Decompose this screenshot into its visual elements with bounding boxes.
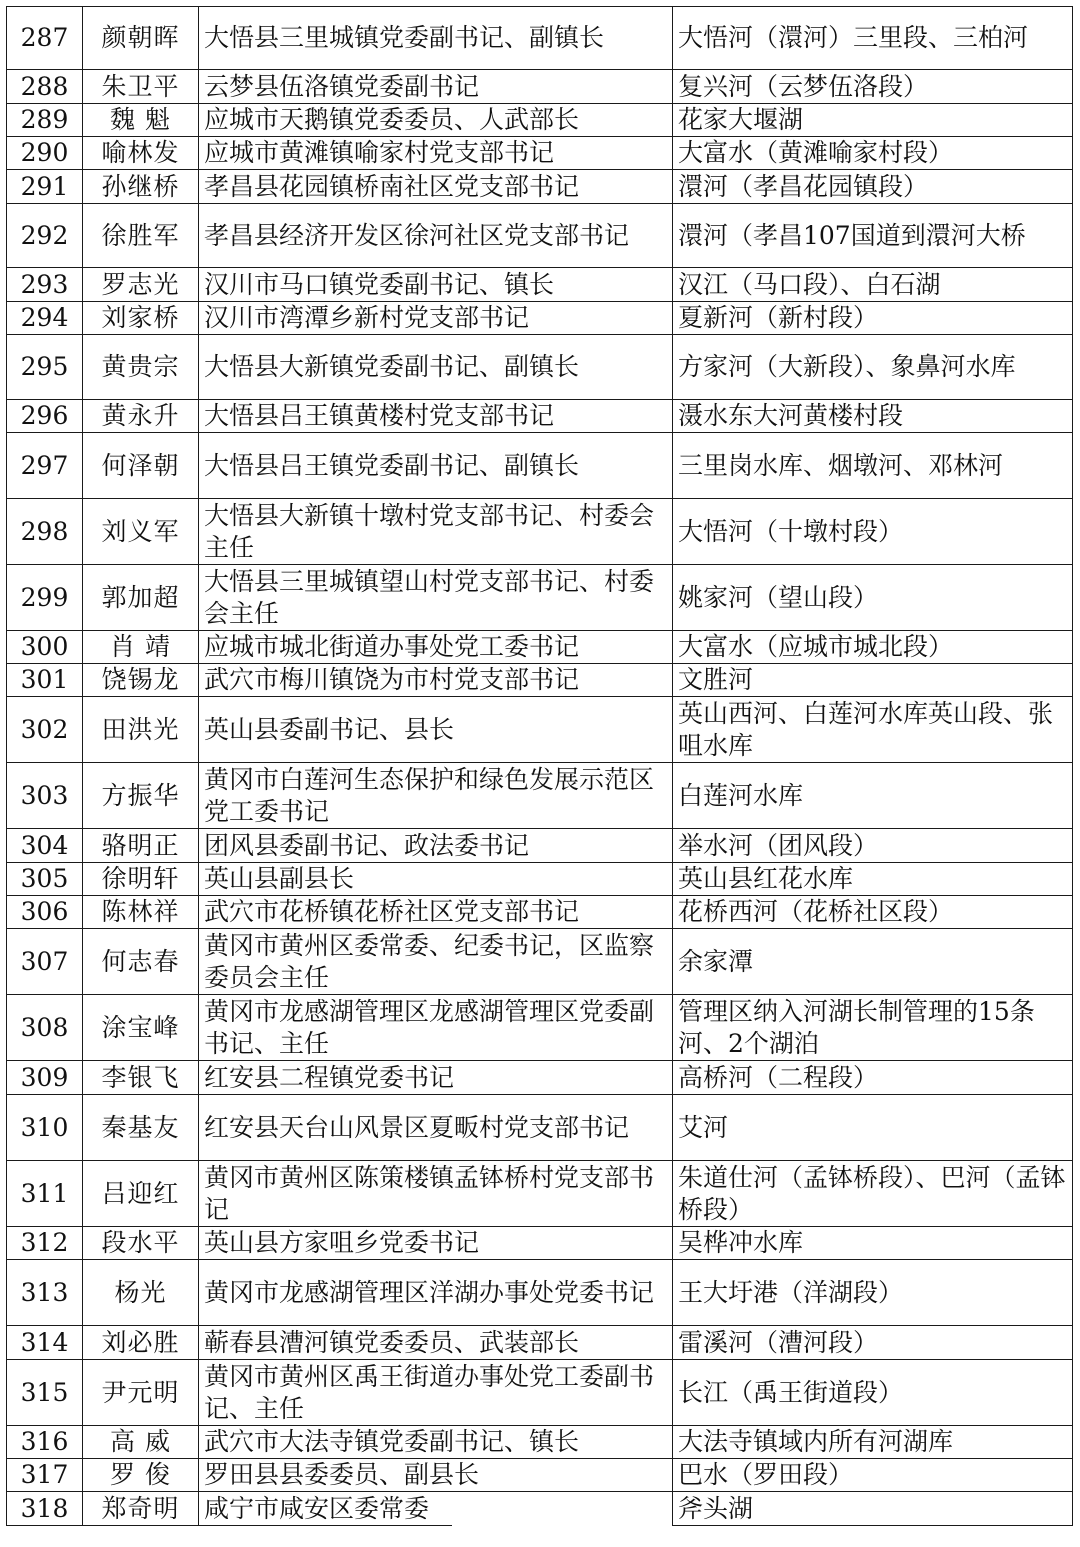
river-cell: 汉江（马口段）、白石湖: [673, 268, 1073, 302]
river-cell: 夏新河（新村段）: [673, 302, 1073, 335]
table-row: [7, 1326, 1073, 1360]
river-cell: 花家大堰湖: [673, 104, 1073, 137]
name-cell: 高 威: [83, 1426, 199, 1459]
name-cell: 段水平: [83, 1227, 199, 1260]
position-cell: 咸宁市咸安区委常委: [199, 1492, 673, 1526]
river-cell: 王大圩港（洋湖段）: [673, 1260, 1073, 1326]
row-number-cell: 311: [7, 1161, 83, 1227]
position-cell: 武穴市大法寺镇党委副书记、镇长: [199, 1426, 673, 1459]
position-cell: 汉川市马口镇党委副书记、镇长: [199, 268, 673, 302]
river-cell: 管理区纳入河湖长制管理的15条河、2个湖泊: [673, 995, 1073, 1061]
name-cell: 李银飞: [83, 1061, 199, 1095]
name-cell: 涂宝峰: [83, 995, 199, 1061]
table-row: [7, 7, 1073, 70]
name-cell: 黄贵宗: [83, 335, 199, 400]
table-row: [7, 631, 1073, 664]
river-cell: 朱道仕河（孟钵桥段）、巴河（孟钵桥段）: [673, 1161, 1073, 1227]
river-cell: 艾河: [673, 1095, 1073, 1161]
name-cell: 郭加超: [83, 565, 199, 631]
row-number-cell: 299: [7, 565, 83, 631]
river-cell: 英山县红花水库: [673, 863, 1073, 896]
row-number-cell: 306: [7, 896, 83, 929]
river-cell: 三里岗水库、烟墩河、邓林河: [673, 433, 1073, 499]
river-cell: 大富水（黄滩喻家村段）: [673, 137, 1073, 170]
river-cell: 大法寺镇域内所有河湖库: [673, 1426, 1073, 1459]
position-cell: 应城市天鹅镇党委委员、人武部长: [199, 104, 673, 137]
row-number-cell: 303: [7, 763, 83, 829]
position-cell: 大悟县大新镇党委副书记、副镇长: [199, 335, 673, 400]
position-cell: 应城市城北街道办事处党工委书记: [199, 631, 673, 664]
table-row: [7, 268, 1073, 302]
name-cell: 田洪光: [83, 697, 199, 763]
row-number-cell: 287: [7, 7, 83, 70]
name-cell: 何志春: [83, 929, 199, 995]
position-cell: 黄冈市龙感湖管理区洋湖办事处党委书记: [199, 1260, 673, 1326]
name-cell: 何泽朝: [83, 433, 199, 499]
river-cell: 大悟河（澴河）三里段、三柏河: [673, 7, 1073, 70]
position-cell: 英山县副县长: [199, 863, 673, 896]
table-row: [7, 433, 1073, 499]
table-row: [7, 1459, 1073, 1492]
table-row: [7, 335, 1073, 400]
name-cell: 陈林祥: [83, 896, 199, 929]
river-cell: 举水河（团风段）: [673, 829, 1073, 863]
position-cell: 大悟县吕王镇党委副书记、副镇长: [199, 433, 673, 499]
table-row: [7, 829, 1073, 863]
river-cell: 长江（禹王街道段）: [673, 1360, 1073, 1426]
position-cell: 黄冈市白莲河生态保护和绿色发展示范区党工委书记: [199, 763, 673, 829]
name-cell: 杨光: [83, 1260, 199, 1326]
name-cell: 刘家桥: [83, 302, 199, 335]
name-cell: 吕迎红: [83, 1161, 199, 1227]
row-number-cell: 292: [7, 204, 83, 268]
position-cell: 罗田县县委委员、副县长: [199, 1459, 673, 1492]
row-number-cell: 318: [7, 1492, 83, 1526]
table-row: [7, 664, 1073, 697]
name-cell: 骆明正: [83, 829, 199, 863]
row-number-cell: 298: [7, 499, 83, 565]
row-number-cell: 308: [7, 995, 83, 1061]
position-cell: 蕲春县漕河镇党委委员、武装部长: [199, 1326, 673, 1360]
name-cell: 魏 魁: [83, 104, 199, 137]
table-row: [7, 565, 1073, 631]
row-number-cell: 294: [7, 302, 83, 335]
name-cell: 肖 靖: [83, 631, 199, 664]
row-number-cell: 304: [7, 829, 83, 863]
position-cell: 团风县委副书记、政法委书记: [199, 829, 673, 863]
name-cell: 方振华: [83, 763, 199, 829]
position-cell: 红安县天台山风景区夏畈村党支部书记: [199, 1095, 673, 1161]
river-cell: 复兴河（云梦伍洛段）: [673, 70, 1073, 104]
row-number-cell: 310: [7, 1095, 83, 1161]
table-row: [7, 1260, 1073, 1326]
position-cell: 武穴市梅川镇饶为市村党支部书记: [199, 664, 673, 697]
row-number-cell: 295: [7, 335, 83, 400]
river-cell: 花桥西河（花桥社区段）: [673, 896, 1073, 929]
river-cell: 大富水（应城市城北段）: [673, 631, 1073, 664]
row-number-cell: 302: [7, 697, 83, 763]
river-cell: 斧头湖: [673, 1492, 1073, 1526]
position-cell: 汉川市湾潭乡新村党支部书记: [199, 302, 673, 335]
river-cell: 雷溪河（漕河段）: [673, 1326, 1073, 1360]
table-row: [7, 204, 1073, 268]
row-number-cell: 293: [7, 268, 83, 302]
table-row: [7, 137, 1073, 170]
name-cell: 刘必胜: [83, 1326, 199, 1360]
row-number-cell: 307: [7, 929, 83, 995]
table-row: [7, 400, 1073, 433]
row-number-cell: 296: [7, 400, 83, 433]
river-cell: 吴桦冲水库: [673, 1227, 1073, 1260]
position-cell: 孝昌县花园镇桥南社区党支部书记: [199, 170, 673, 204]
position-cell: 大悟县大新镇十墩村党支部书记、村委会主任: [199, 499, 673, 565]
row-number-cell: 316: [7, 1426, 83, 1459]
row-number-cell: 313: [7, 1260, 83, 1326]
row-number-cell: 309: [7, 1061, 83, 1095]
table-row: [7, 170, 1073, 204]
position-cell: 大悟县三里城镇望山村党支部书记、村委会主任: [199, 565, 673, 631]
row-number-cell: 291: [7, 170, 83, 204]
name-cell: 刘义军: [83, 499, 199, 565]
row-number-cell: 301: [7, 664, 83, 697]
name-cell: 秦基友: [83, 1095, 199, 1161]
name-cell: 黄永升: [83, 400, 199, 433]
table-row: [7, 929, 1073, 995]
row-number-cell: 290: [7, 137, 83, 170]
row-number-cell: 297: [7, 433, 83, 499]
table-row: [7, 70, 1073, 104]
row-number-cell: 317: [7, 1459, 83, 1492]
name-cell: 郑奇明: [83, 1492, 199, 1526]
position-cell: 黄冈市龙感湖管理区龙感湖管理区党委副书记、主任: [199, 995, 673, 1061]
table-row: [7, 763, 1073, 829]
table-row: [7, 1360, 1073, 1426]
river-chief-table: [6, 6, 1073, 1526]
name-cell: 罗 俊: [83, 1459, 199, 1492]
position-cell: 英山县委副书记、县长: [199, 697, 673, 763]
row-number-cell: 315: [7, 1360, 83, 1426]
table-row: [7, 1095, 1073, 1161]
row-number-cell: 289: [7, 104, 83, 137]
name-cell: 罗志光: [83, 268, 199, 302]
table-row: [7, 896, 1073, 929]
river-cell: 余家潭: [673, 929, 1073, 995]
name-cell: 朱卫平: [83, 70, 199, 104]
position-cell: 黄冈市黄州区陈策楼镇孟钵桥村党支部书记: [199, 1161, 673, 1227]
position-cell: 云梦县伍洛镇党委副书记: [199, 70, 673, 104]
occluded-region: [452, 1500, 672, 1547]
name-cell: 孙继桥: [83, 170, 199, 204]
river-cell: 姚家河（望山段）: [673, 565, 1073, 631]
name-cell: 徐明轩: [83, 863, 199, 896]
position-cell: 武穴市花桥镇花桥社区党支部书记: [199, 896, 673, 929]
position-cell: 大悟县三里城镇党委副书记、副镇长: [199, 7, 673, 70]
river-cell: 英山西河、白莲河水库英山段、张咀水库: [673, 697, 1073, 763]
row-number-cell: 312: [7, 1227, 83, 1260]
row-number-cell: 314: [7, 1326, 83, 1360]
row-number-cell: 305: [7, 863, 83, 896]
river-cell: 澴河（孝昌花园镇段）: [673, 170, 1073, 204]
name-cell: 尹元明: [83, 1360, 199, 1426]
name-cell: 喻林发: [83, 137, 199, 170]
river-cell: 白莲河水库: [673, 763, 1073, 829]
position-cell: 黄冈市黄州区禹王街道办事处党工委副书记、主任: [199, 1360, 673, 1426]
table-body: [7, 7, 1073, 1526]
river-cell: 大悟河（十墩村段）: [673, 499, 1073, 565]
table-row: [7, 1426, 1073, 1459]
table-row: [7, 697, 1073, 763]
position-cell: 应城市黄滩镇喻家村党支部书记: [199, 137, 673, 170]
river-cell: 文胜河: [673, 664, 1073, 697]
position-cell: 黄冈市黄州区委常委、纪委书记，区监察委员会主任: [199, 929, 673, 995]
table-row: [7, 1061, 1073, 1095]
name-cell: 徐胜军: [83, 204, 199, 268]
position-cell: 大悟县吕王镇黄楼村党支部书记: [199, 400, 673, 433]
river-cell: 澴河（孝昌107国道到澴河大桥: [673, 204, 1073, 268]
river-cell: 巴水（罗田段）: [673, 1459, 1073, 1492]
row-number-cell: 288: [7, 70, 83, 104]
table-row: [7, 499, 1073, 565]
river-cell: 方家河（大新段）、象鼻河水库: [673, 335, 1073, 400]
name-cell: 饶锡龙: [83, 664, 199, 697]
table-row: [7, 995, 1073, 1061]
position-cell: 孝昌县经济开发区徐河社区党支部书记: [199, 204, 673, 268]
table-row: [7, 302, 1073, 335]
table-row: [7, 1227, 1073, 1260]
row-number-cell: 300: [7, 631, 83, 664]
position-cell: 红安县二程镇党委书记: [199, 1061, 673, 1095]
table-row: [7, 863, 1073, 896]
name-cell: 颜朝晖: [83, 7, 199, 70]
position-cell: 英山县方家咀乡党委书记: [199, 1227, 673, 1260]
river-cell: 滠水东大河黄楼村段: [673, 400, 1073, 433]
river-cell: 高桥河（二程段）: [673, 1061, 1073, 1095]
table-row: [7, 1161, 1073, 1227]
table-row: [7, 104, 1073, 137]
